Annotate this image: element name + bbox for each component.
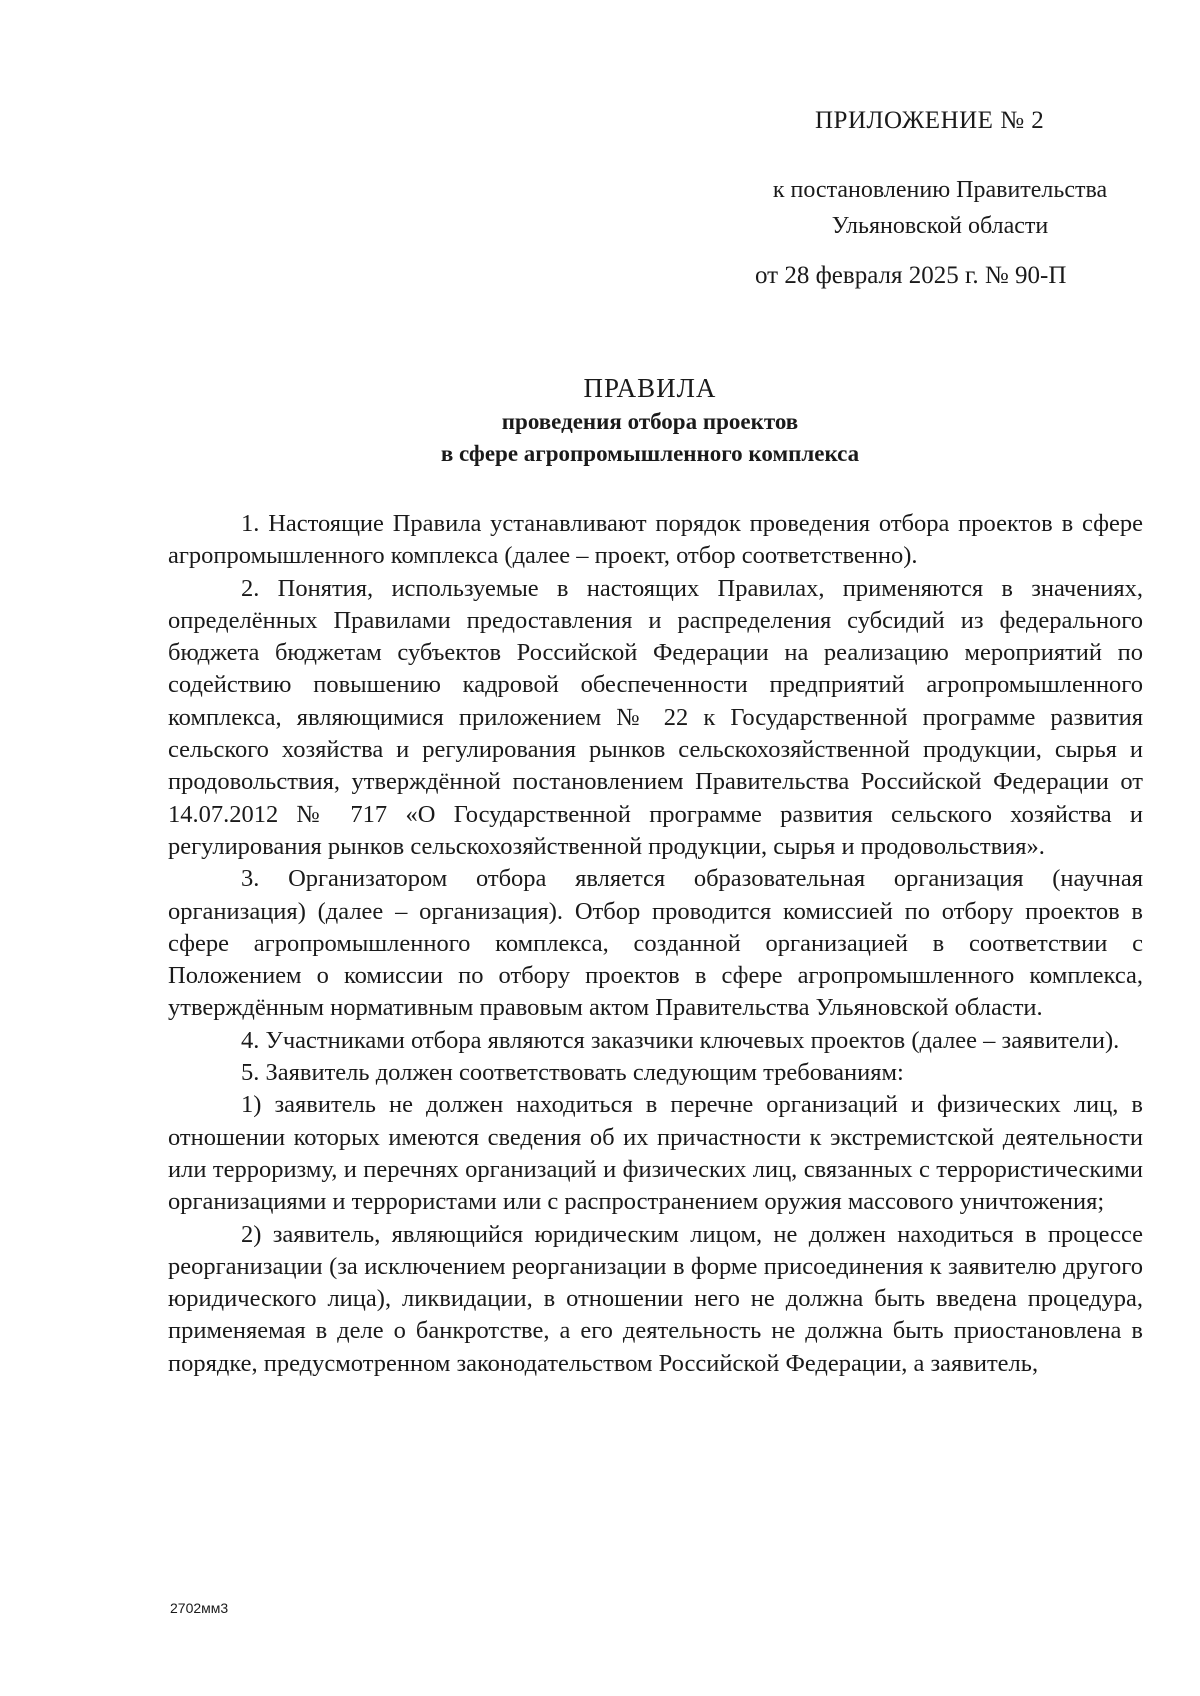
attachment-reference-line2: Ульяновской области bbox=[831, 213, 1049, 239]
paragraph-3: 3. Организатором отбора является образовательная организация (научная организация) (далее – организация). Отбор проводится комиссией по отбору проектов в сфере агропромышленного комплекса, созданной организацией в соответствии с Положением о комиссии по отбору проектов в сфере агропромышленного комплекса, утверждённым нормативным правовым актом Правительства Ульяновской области. bbox=[168, 865, 1143, 1022]
title-line1: ПРАВИЛА bbox=[583, 373, 717, 403]
paragraph-5: 5. Заявитель должен соответствовать следующим требованиям: bbox=[241, 1059, 904, 1087]
title-line2: проведения отбора проектов bbox=[501, 409, 799, 434]
paragraph-5-item-1: 1) заявитель не должен находиться в перечне организаций и физических лиц, в отношении которых имеются сведения об их причастности к экстремистской деятельности или терроризму, и перечнях организаций и физических лиц, связанных с террористическими организациями и террористами или с распространением оружия массового уничтожения; bbox=[168, 1091, 1143, 1216]
title-line3: в сфере агропромышленного комплекса bbox=[440, 441, 860, 466]
paragraph-4: 4. Участниками отбора являются заказчики ключевых проектов (далее – заявители). bbox=[241, 1026, 1120, 1054]
document-body bbox=[168, 508, 1143, 1380]
attachment-date: от 28 февраля 2025 г. № 90-П bbox=[755, 262, 1067, 289]
document-title bbox=[0, 370, 1200, 470]
attachment-reference bbox=[740, 172, 1140, 244]
paragraph-5-item-2: 2) заявитель, являющийся юридическим лицом, не должен находиться в процессе реорганизации (за исключением реорганизации в форме присоединения к заявителю другого юридического лица), ликвидации, в отношении него не должна быть введена процедура, применяемая в деле о банкротстве, а его деятельность не должна быть приостановлена в порядке, предусмотренном законодательством Российской Федерации, а заявитель, bbox=[168, 1220, 1143, 1377]
document-code: 2702мм3 bbox=[170, 1600, 229, 1616]
paragraph-2: 2. Понятия, используемые в настоящих Правилах, применяются в значениях, определённых Правилами предоставления и распределения субсидий из федерального бюджета бюджетам субъектов Российской Федерации на реализацию мероприятий по содействию повышению кадровой обеспеченности предприятий агропромышленного комплекса, являющимися приложением № 22 к Государственной программе развития сельского хозяйства и регулирования рынков сельскохозяйственной продукции, сырья и продовольствия, утверждённой постановлением Правительства Российской Федерации от 14.07.2012 № 717 «О Государственной программе развития сельского хозяйства и регулирования рынков сельскохозяйственной продукции, сырья и продовольствия». bbox=[168, 574, 1143, 860]
attachment-number: ПРИЛОЖЕНИЕ № 2 bbox=[815, 107, 1045, 134]
paragraph-1: 1. Настоящие Правила устанавливают порядок проведения отбора проектов в сфере агропромышленного комплекса (далее – проект, отбор соответственно). bbox=[168, 510, 1143, 570]
attachment-reference-line1: к постановлению Правительства bbox=[772, 177, 1108, 203]
